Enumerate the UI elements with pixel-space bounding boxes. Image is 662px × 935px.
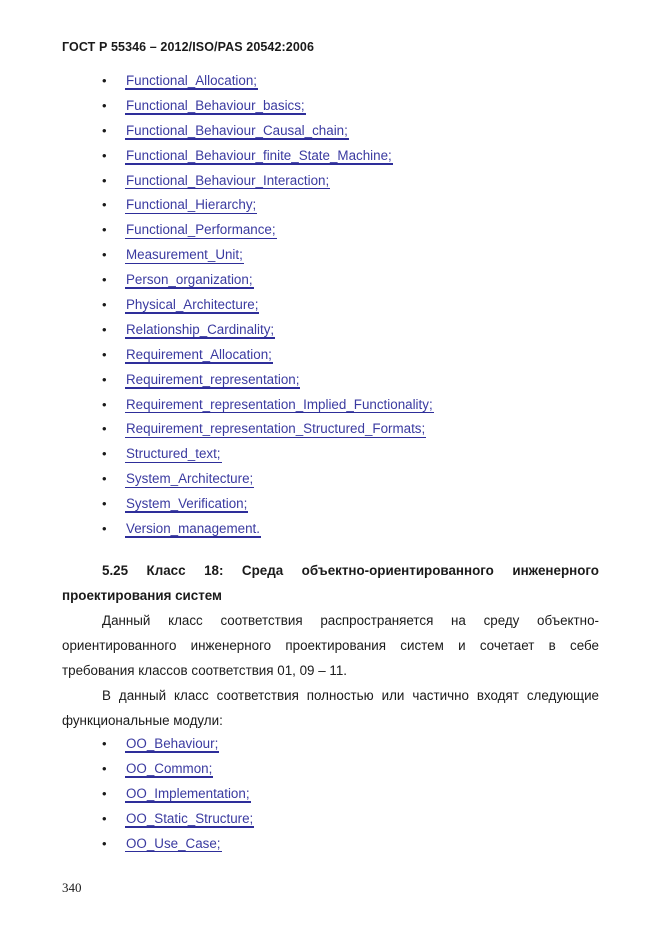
section-heading-text: 5.25 Класс 18: Среда объектно-ориентированного инженерного проектирования систем: [62, 563, 599, 603]
bullet-icon: •: [102, 346, 107, 362]
bullet-icon: •: [102, 471, 107, 487]
bullet-icon: •: [102, 297, 107, 313]
paragraph-modules-intro: [62, 683, 599, 733]
module-link[interactable]: Functional_Allocation;: [126, 69, 257, 94]
bullet-icon: •: [102, 446, 107, 462]
module-link[interactable]: OO_Use_Case;: [126, 832, 221, 857]
bullet-icon: •: [102, 810, 107, 826]
bullet-icon: •: [102, 421, 107, 437]
bullet-icon: •: [102, 122, 107, 138]
module-link[interactable]: Functional_Behaviour_Causal_chain;: [126, 119, 348, 144]
paragraph-text: В данный класс соответствия полностью или частично входят следующие функциональные модули:: [62, 688, 599, 728]
bullet-icon: •: [102, 371, 107, 387]
section-heading: [62, 558, 599, 608]
module-link[interactable]: OO_Behaviour;: [126, 732, 218, 757]
module-link[interactable]: Requirement_Allocation;: [126, 343, 272, 368]
bullet-icon: •: [102, 396, 107, 412]
bullet-icon: •: [102, 97, 107, 113]
bullet-icon: •: [102, 73, 107, 88]
bullet-icon: •: [102, 272, 107, 288]
module-link[interactable]: Requirement_representation_Structured_Formats;: [126, 417, 425, 442]
module-link[interactable]: Physical_Architecture;: [126, 293, 258, 318]
bullet-icon: •: [102, 760, 107, 776]
module-link[interactable]: System_Architecture;: [126, 467, 253, 492]
bullet-icon: •: [102, 835, 107, 851]
module-link[interactable]: Functional_Behaviour_basics;: [126, 94, 305, 119]
module-link[interactable]: Relationship_Cardinality;: [126, 318, 274, 343]
module-link[interactable]: Version_management.: [126, 517, 260, 542]
module-link[interactable]: Functional_Hierarchy;: [126, 193, 256, 218]
module-link[interactable]: System_Verification;: [126, 492, 247, 517]
module-link[interactable]: Functional_Behaviour_finite_State_Machine;: [126, 144, 392, 169]
bullet-icon: •: [102, 736, 107, 751]
document-header: ГОСТ Р 55346 – 2012/ISO/PAS 20542:2006: [62, 40, 314, 54]
bullet-icon: •: [102, 197, 107, 213]
bullet-icon: •: [102, 521, 107, 537]
module-link[interactable]: OO_Implementation;: [126, 782, 250, 807]
module-link[interactable]: Measurement_Unit;: [126, 243, 243, 268]
module-link[interactable]: Requirement_representation;: [126, 368, 299, 393]
module-link[interactable]: OO_Common;: [126, 757, 212, 782]
bullet-icon: •: [102, 172, 107, 188]
bullet-icon: •: [102, 321, 107, 337]
bullet-icon: •: [102, 496, 107, 512]
bullet-icon: •: [102, 247, 107, 263]
page-number: 340: [62, 880, 82, 895]
paragraph-text: Данный класс соответствия распространяется на среду объектно-ориентированного инженерного проектирования систем и сочетает в себе требования классов соответствия 01, 09 – 11.: [62, 613, 599, 678]
module-link[interactable]: Functional_Performance;: [126, 218, 276, 243]
bullet-icon: •: [102, 785, 107, 801]
module-link[interactable]: Person_organization;: [126, 268, 253, 293]
module-link[interactable]: OO_Static_Structure;: [126, 807, 253, 832]
module-link[interactable]: Functional_Behaviour_Interaction;: [126, 169, 329, 194]
bullet-icon: •: [102, 222, 107, 238]
paragraph-class-description: [62, 608, 599, 683]
module-link[interactable]: Requirement_representation_Implied_Functionality;: [126, 393, 433, 418]
bullet-icon: •: [102, 147, 107, 163]
module-link[interactable]: Structured_text;: [126, 442, 221, 467]
